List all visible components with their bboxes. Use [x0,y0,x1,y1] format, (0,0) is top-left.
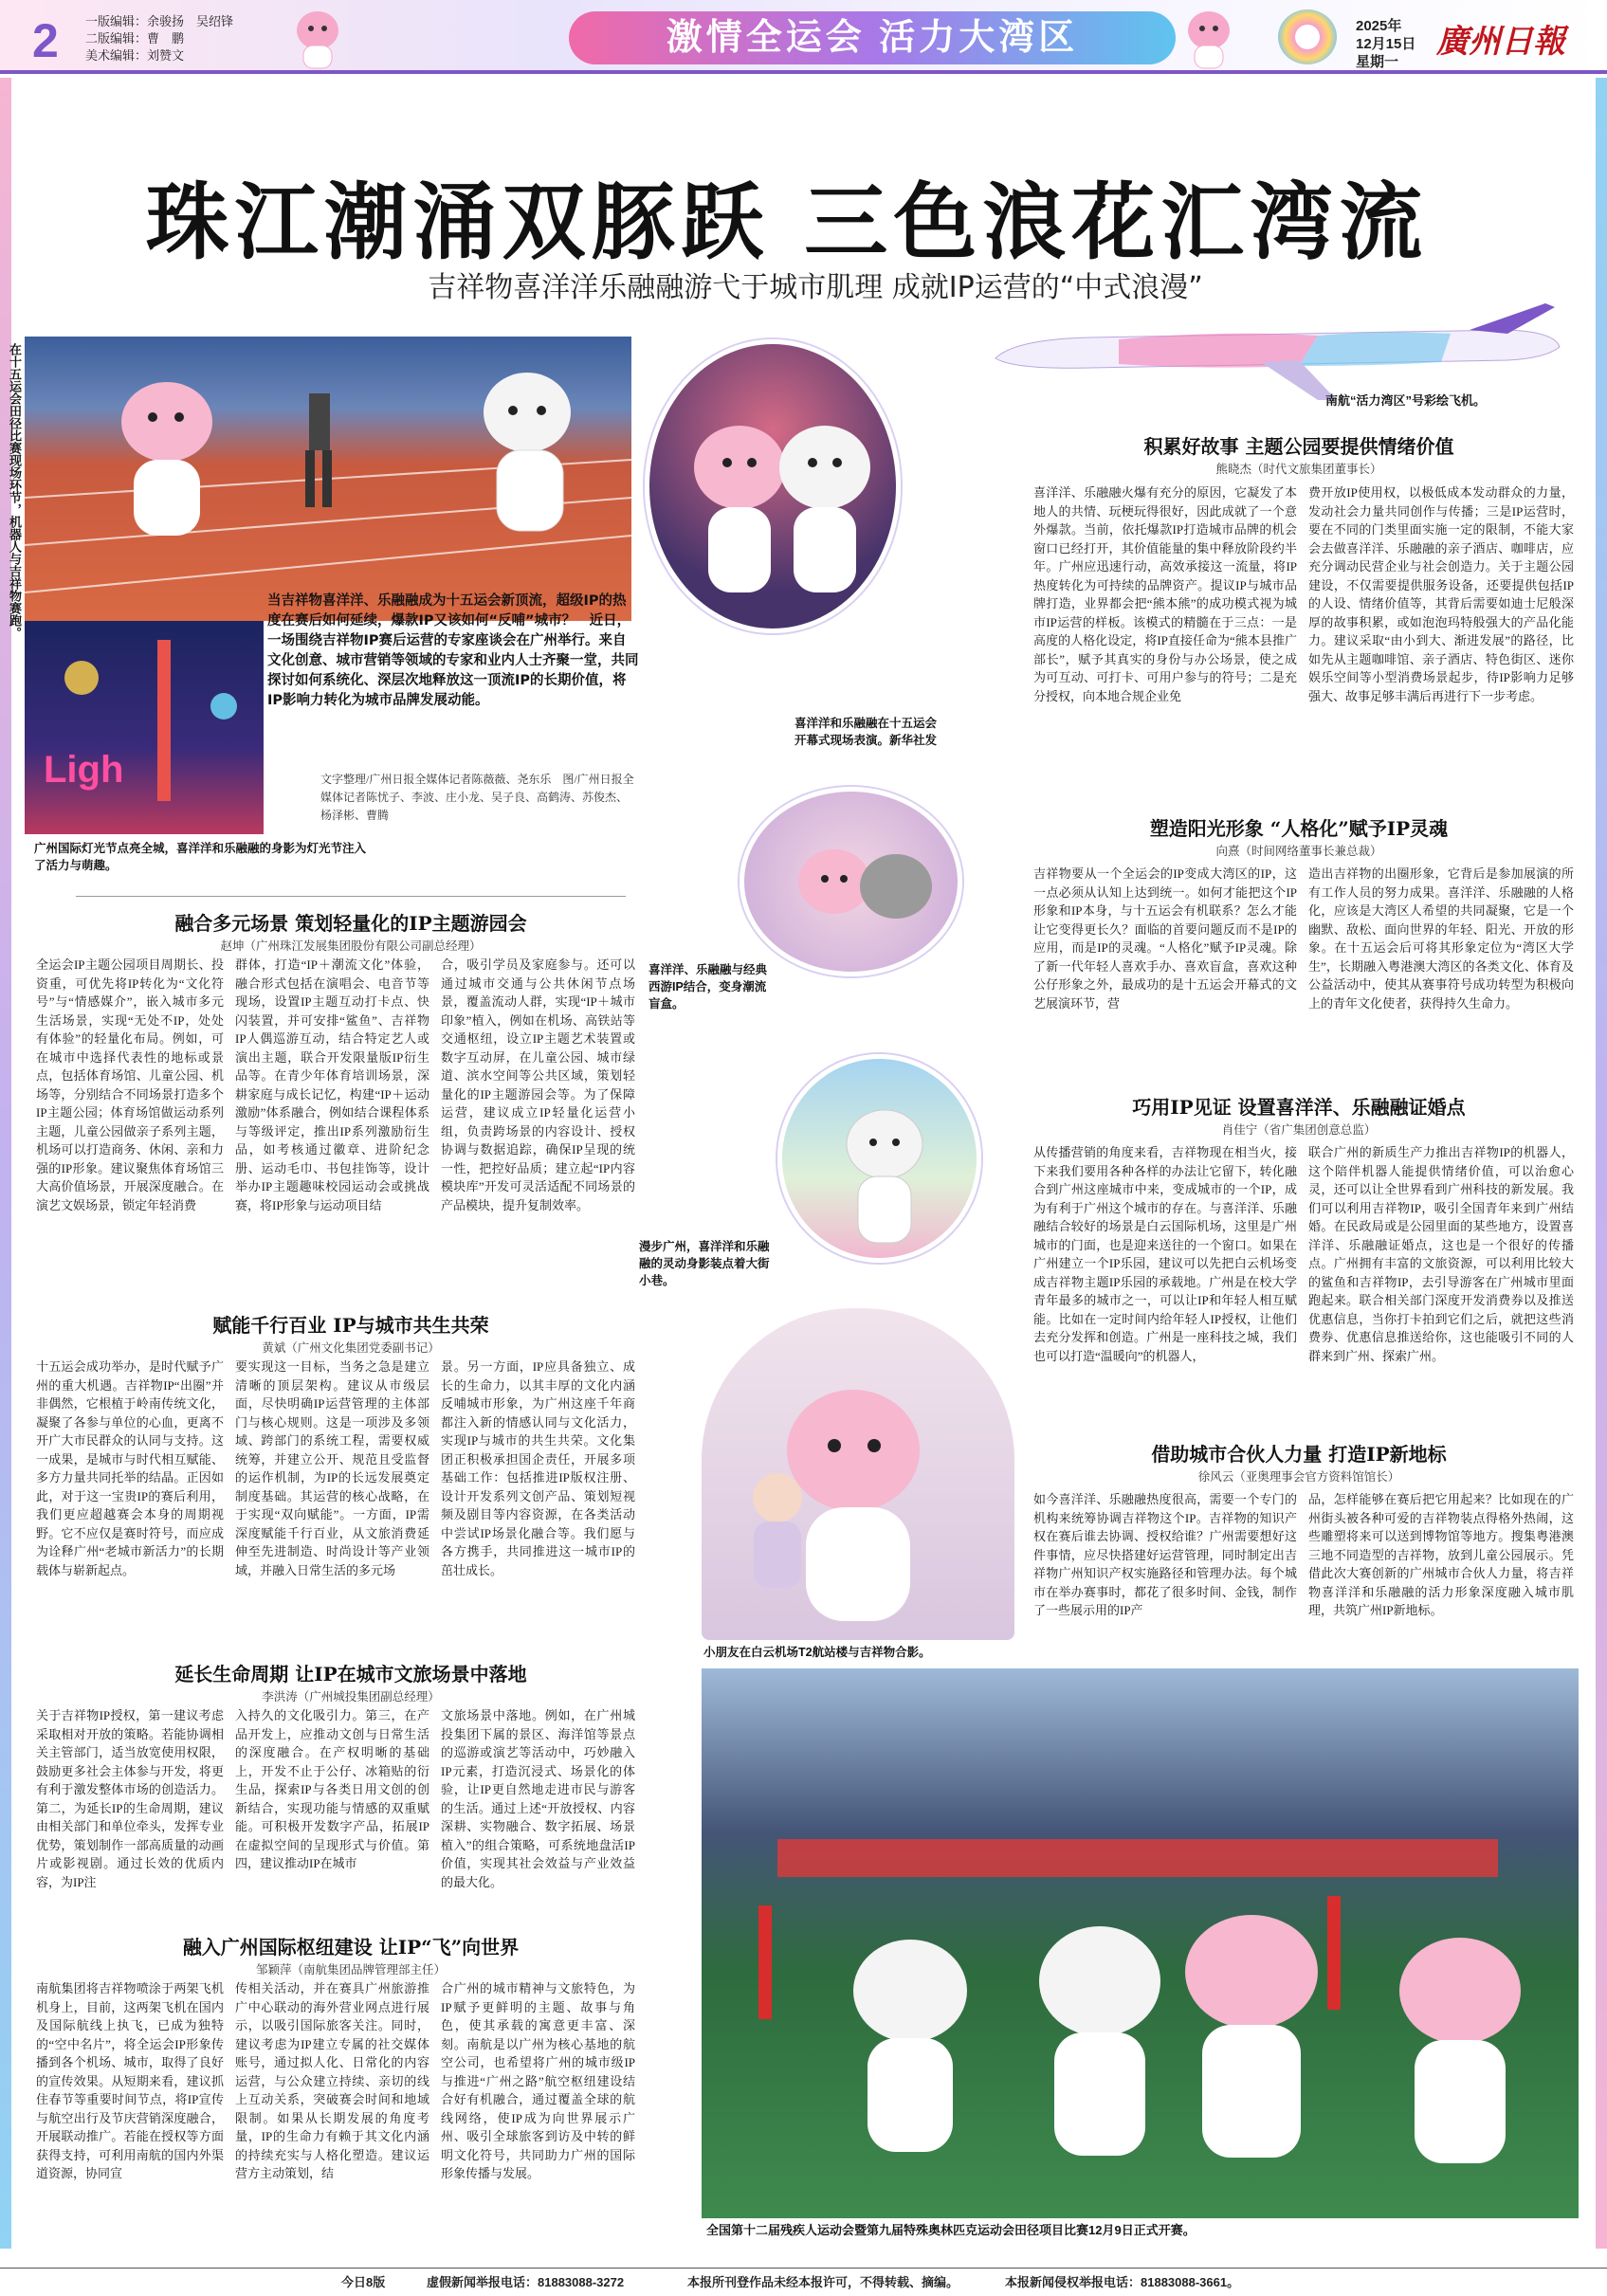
date-day: 12月15日 [1356,36,1416,52]
svg-text:Ligh: Ligh [44,749,124,791]
section-author: 黄斌（广州文化集团党委副书记） [262,1341,440,1355]
light-festival-photo [25,621,264,834]
sub-headline: 吉祥物喜洋洋乐融融游弋于城市肌理 成就IP运营的“中式浪漫” [428,271,1203,304]
section-column: 全运会IP主题公园项目周期长、投资重，可优先将IP转化为“文化符号”与“情感媒介”，嵌入城市多元生活场景，实现“无处不IP，处处有体验”的轻量化布局。例如，可在城市中选择代表性的地标或景点，包括体育场馆、儿童公园、机场等，分别结合不同场景打造多个IP主题公园；体育场馆做运动系列主题，儿童公园做亲子系列主题，机场可以打造商务、休闲、亲和力强的IP形象。建议聚焦体育场馆三大高价值场景，开展深度融合。在演艺文娱场景，锁定年轻消费 [36,957,224,1212]
street-mascot-illustration [782,1059,981,1263]
footer-hotline: 虚假新闻举报电话：81883088-3272 [427,2275,625,2289]
lead-paragraph: 当吉祥物喜洋洋、乐融融成为十五运会新顶流，超级IP的热度在赛后如何延续，爆款IP又该如何“反哺”城市？ 近日，一场围绕吉祥物IP赛后运营的专家座谈会在广州举行。来自文化创意、城市营销等领域的专家和业内人士齐聚一堂，共同探讨如何系统化、深层次地释放这一顶流IP的长期价值，将IP影响力转化为城市品牌发展动能。 [267,593,639,708]
section-title: 赋能千行百业 IP与城市共生共荣 [212,1314,489,1337]
plane-caption: 南航“活力湾区”号彩绘飞机。 [1325,393,1487,408]
games-emblem-icon [1278,9,1337,64]
stadium-mascots-illustration [702,1668,1579,2218]
page-header [0,0,1607,74]
section-column: 联合广州的新质生产力推出吉祥物IP的机器人，这个陪伴机器人能提供情绪价值，可以治愈心灵，还可以让全世界看到广州科技的新发展。我们可以利用吉祥物IP，吸引全国青年来到广州结婚。在民政局或是公园里面的某些地方，设置喜洋洋、乐融融证婚点，这也是一个很好的传播点。广州拥有丰富的文旅资源，可以利用比较大的鲨鱼和吉祥物IP，去引导游客在广州城市里面跑起来。联合相关部门深度开发消费券以及推送优惠信息，当你打卡拍到它们之后，就把这些消费券、优惠信息推送给你，这也能吸引不同的人群来到广州、探索广州。 [1308,1145,1574,1363]
mascot-runner-illustration [25,337,631,621]
section-column: 南航集团将吉祥物喷涂于两架飞机机身上，目前，这两架飞机在国内及国际航线上执飞，已成为独特的“空中名片”，将全运会IP形象传播到各个机场、城市，取得了良好的宣传效果。从短期来看，建议抓住春节等重要时间节点，将IP宣传与航空出行及节庆营销深度融合，开展联动推广。若能在授权等方面获得支持，可利用南航的国内外渠道资源，协同宣 [36,1981,224,2180]
date-weekday: 星期一 [1356,54,1399,70]
airport-photo [702,1308,1014,1640]
section-column: 如今喜洋洋、乐融融热度很高，需要一个专门的机构来统筹协调吉祥物这个IP。吉祥物的知识产权在赛后谁去协调、授权给谁？广州需要想好这件事情，应尽快搭建好运营管理，同时制定出吉祥物广州知识产权实施路径和管理办法。每个城市在举办赛事时，都花了很多时间、金钱，制作了一些展示用的IP产 [1033,1492,1297,1617]
section-author: 邹颖萍（南航集团品牌管理部主任） [255,1963,446,1977]
section-title: 借助城市合伙人力量 打造IP新地标 [1151,1443,1447,1466]
opening-ceremony-photo [645,339,901,633]
section-column: 喜洋洋、乐融融火爆有充分的原因，它凝发了本地人的共情、玩梗玩得很好，因此成就了一个意外爆款。当前，依托爆款IP打造城市品牌的机会窗口已经打开，其价值能量的集中释放阶段约半年。广州应迅速行动，高效承接这一流量，将IP热度转化为可持续的品牌资产。提议IP与城市品牌打造，业界都会把“熊本熊”的成功模式视为城市IP运营的样板。该模式的精髓在于三点：一是高度的人格化设定，将IP直接任命为“熊本县推广部长”，赋予其真实的身份与办公场景，使之成为可互动、可打卡、可用户参与的符号；二是充分授权，向本地合规企业免 [1033,485,1297,703]
section-column: 十五运会成功举办，是时代赋予广州的重大机遇。吉祥物IP“出圈”并非偶然，它根植于岭南传统文化，凝聚了各参与单位的心血，更离不开广大市民群众的认同与支持。这一成果，是城市与时代相互赋能、多方力量共同托举的结晶。正因如此，对于这一宝贵IP的赛后利用，我们更应超越赛会本身的周期视野。它不应仅是赛时符号，而应成为诠释广州“老城市新活力”的长期载体与崭新起点。 [36,1359,224,1577]
section-author: 向熹（时间网络董事长兼总裁） [1215,845,1382,858]
editor-line: 一版编辑：余骏扬 吴绍锋 [85,14,234,28]
section-author: 熊晓杰（时代文旅集团董事长） [1215,463,1382,476]
airport-mascot-illustration [702,1308,1014,1640]
mascot-pink-icon [275,2,360,72]
mascot-pink-icon [1166,2,1251,72]
section-column: 入持久的文化吸引力。第三，在产品开发上，应推动文创与日常生活的深度融合。在产权明晰的基础上，开发不止于公仔、冰箱贴的衍生品，探索IP与各类日用文创的创新结合，实现功能与情感的双重赋能。可积极开发数字产品，拓展IP在虚拟空间的呈现形式与价值。第四，建议推动IP在城市 [235,1708,429,1870]
street-caption: 漫步广州，喜洋洋和乐融融的灵动身影装点着大街小巷。 [639,1240,770,1287]
issue-date [1356,17,1415,71]
section-column: 文旅场景中落地。例如，在广州城投集团下属的景区、海洋馆等景点的巡游或演艺等活动中，巧妙融入IP元素，打造沉浸式、场景化的体验，让IP更自然地走进市民与游客的生活。通过上述“开放授权、内容深耕、实物融合、数字拓展、场景植入”的组合策略，可系统地盘活IP价值，实现其社会效益与产业效益的最大化。 [441,1708,635,1889]
section-title: 巧用IP见证 设置喜洋洋、乐融融证婚点 [1132,1096,1466,1119]
section-column: 造出吉祥物的出圈形象，它背后是参加展演的所有工作人员的努力成果。喜洋洋、乐融融的人格化，应该是大湾区人希望的共同凝聚，它是一个幽默、敌松、面向世界的年轻、阳光、开放的形象。在十五运会后可将其形象定位为“湾区大学生”，长期融入粤港澳大湾区的各类文化、体育及公益活动中，使其从赛事符号成功转型为积极向上的青年文化使者，获得持久生命力。 [1308,866,1574,1011]
editor-credits [85,13,233,64]
main-headline: 珠江潮涌双豚跃 三色浪花汇湾流 [145,173,1429,271]
section-author: 赵坤（广州珠江发展集团股份有限公司副总经理） [220,939,482,953]
section-author: 肖佳宁（省广集团创意总监） [1221,1123,1377,1137]
opening-caption: 喜洋洋和乐融融在十五运会开幕式现场表演。新华社发 [794,717,938,747]
section-column: 传相关活动，并在赛具广州旅游推广中心联动的海外营业网点进行展示，以吸引国际旅客关注。同时，建议考虑为IP建立专属的社交媒体账号，通过拟人化、日常化的内容运营，与公众建立持续、亲切的线上互动关系，突破赛会时间和地域限制。如果从长期发展的角度考量，IP的生命力有赖于其文化内涵的持续充实与人格化塑造。建议运营方主动策划，结 [235,1981,429,2180]
xiyou-caption: 喜洋洋、乐融融与经典西游IP结合，变身潮流盲盒。 [648,963,768,1011]
track-caption: 在十五运会田径比赛现场环节，机器人与吉祥物赛跑。 [8,343,22,639]
section-title: 延长生命周期 让IP在城市文旅场景中落地 [174,1663,527,1686]
date-year: 2025年 [1356,18,1402,34]
section-column: 费开放IP使用权，以极低成本发动群众的力量，发动社会力量共同创作与传播；三是IP运营时，要在不同的门类里面实施一定的限制，不能大家会去做喜洋洋、乐融融的亲子酒店、咖啡店，应充分调动民营企业与社会创造力。关于主题公园建设，不仅需要提供服务设备，还要提供包括IP的人设、情绪价值等，其背后需要如迪士尼般深厚的故事积累，或如泡泡玛特般强大的产品化能力。建议采取“由小到大、渐进发展”的路径，比如先从主题咖啡馆、亲子酒店、特色街区、迷你娱乐空间等小型消费场景起步，待IP影响力足够强大、故事足够丰满后再进行下一步考虑。 [1308,485,1574,703]
airport-caption: 小朋友在白云机场T2航站楼与吉祥物合影。 [703,1646,931,1659]
section-title: 融合多元场景 策划轻量化的IP主题游园会 [174,912,527,935]
editor-line: 美术编辑：刘赞文 [85,48,185,63]
lights-caption: 广州国际灯光节点亮全城，喜洋洋和乐融融的身影为灯光节注入了活力与萌趣。 [34,842,367,872]
stadium-photo [702,1668,1579,2218]
section-banner: 激情全运会 活力大湾区 [569,11,1176,64]
masthead-logo: 廣州日報 [1436,25,1565,60]
section-column: 群体，打造“IP＋潮流文化”体验，融合形式包括在演唱会、电音节等现场，设置IP主题互动打卡点、快闪装置，并可安排“鲨鱼”、吉祥物IP人偶巡游互动，结合特定艺人或演出主题，联合开发限量版IP衍生品等。在青少年体育培训场景，深耕家庭与成长记忆，构建“IP＋运动激励”体系融合，例如结合课程体系与等级评定，推出IP系列激励衍生品，如考核通过徽章、进阶纪念册、运动毛巾、书包挂饰等，设计举办IP主题趣味校园运动会或挑战赛，将IP形象与运动项目结 [235,957,429,1212]
section-column: 合广州的城市精神与文旅特色，为IP赋予更鲜明的主题、故事与角色，使其承载的寓意更丰富、深刻。南航是以广州为核心基地的航空公司，也希望将广州的城市级IP与推进“广州之路”航空枢纽建设结合好有机融合，通过覆盖全球的航线网络，使IP成为向世界展示广州、吸引全球旅客到访及中转的鲜明文化符号，共同助力广州的国际形象传播与发展。 [441,1981,635,2180]
editor-line: 二版编辑：曹 鹏 [85,31,185,46]
section-title: 积累好故事 主题公园要提供情绪价值 [1143,435,1454,458]
track-photo [25,337,631,621]
section-column: 合，吸引学员及家庭参与。还可以通过城市交通与公共休闲节点场景，覆盖流动人群，实现“IP＋城市印象”植入，例如在机场、高铁站等交通枢纽，设立IP主题艺术装置或数字互动屏，在儿童公园、城市绿道、滨水空间等公共区域，策划轻量化的IP主题游园会等。为了保障运营，建议成立IP轻量化运营小组，负责跨场景的内容设计、授权协调与数据追踪，确保IP呈现的统一性，把控好品质；建立起“IP内容模块库”开发可灵活适配不同场景的产品模块，提升复制效率。 [441,957,635,1212]
section-title: 塑造阳光形象 “人格化”赋予IP灵魂 [1149,817,1449,840]
footer-pages: 今日8版 [341,2275,386,2289]
page-footer [0,2268,1607,2296]
section-column: 吉祥物要从一个全运会的IP变成大湾区的IP，这一点必须从认知上达到统一。如何才能把这个IP形象和IP本身，与十五运会有机联系？怎么才能让它变得更长久？面临的首要问题反而不是IP的应用，而是IP的灵魂。“人格化”赋予IP灵魂。除了新一代年轻人喜欢手办、喜欢盲盒，喜欢这种公仔形象之外，最成功的是十五运会开幕式的文艺展演环节，营 [1033,866,1297,1011]
mascots-illustration [649,344,901,633]
section-column: 从传播营销的角度来看，吉祥物现在相当火，接下来我们要用各种各样的办法让它留下，转化融合到广州这座城市中来，变成城市的一个IP，成为有利于广州这个城市的存在。与喜洋洋、乐融融结合较好的场景是白云国际机场，这里是广州城市的门面，也是迎来送往的一个窗口。如果在广州建立一个IP乐园，建议可以先把白云机场变成吉祥物主题IP乐园的承载地。广州是在校大学青年最多的城市之一，可以让IP和年轻人相互赋能。比如在一定时间内给年轻人IP授权，让他们去充分发挥和创造。广州是一座科技之城，我们也可以打造“温暖向”的机器人， [1033,1145,1297,1363]
section-column: 景。另一方面，IP应具备独立、成长的生命力，以其丰厚的文化内涵反哺城市形象，为广州这座千年商都注入新的情感认同与文化活力，实现IP与城市的共生共荣。文化集团正积极承担国企责任，开展多项基础工作：包括推进IP版权注册、设计开发系列文创产品、策划短视频及剧目等内容资源，在各类活动中尝试IP场景化融合等。我们愿与各方携手，共同推进这一城市IP的茁壮成长。 [441,1359,635,1577]
footer-notice: 本报所刊登作品未经本报许可，不得转载、摘编。 [687,2275,959,2289]
section-column: 要实现这一目标，当务之急是建立清晰的顶层架构。建议从市级层面，尽快明确IP运营管理的主体部门与核心规则。这是一项涉及多领域、跨部门的系统工程，需要权威统筹，并建立公开、规范且受监督的运作机制，为IP的长远发展奠定制度基础。其运营的核心战略，在于实现“双向赋能”。一方面，IP需深度赋能千行百业，从文旅消费延伸至先进制造、时尚设计等产业领域，并融入日常生活的多元场 [235,1359,429,1577]
section-author: 徐风云（亚奥理事会官方资料馆馆长） [1197,1470,1400,1484]
street-photo [777,1054,981,1263]
stadium-caption: 全国第十二届残疾人运动会暨第九届特殊奥林匹克运动会田径项目比赛12月9日正式开赛。 [706,2223,1196,2237]
blindbox-illustration [744,792,962,976]
lightshow-illustration [25,621,264,834]
footer-rights: 本报新闻侵权举报电话：81883088-3661。 [1005,2275,1240,2289]
section-column: 关于吉祥物IP授权，第一建议考虑采取相对开放的策略。若能协调相关主管部门，适当放宽使用权限，鼓励更多社会主体参与开发，将更有利于激发整体市场的创造活力。第二，为延长IP的生命周期，建议由相关部门和单位牵头，发挥专业优势，策划制作一部高质量的动画片或影视剧。通过长效的优质内容，为IP注 [36,1708,224,1889]
section-column: 品，怎样能够在赛后把它用起来？比如现在的广州街头被各种可爱的吉祥物装点得格外热闹，这些雕塑将来可以送到博物馆等地方。搜集粤港澳三地不同造型的吉祥物，放到儿童公园展示。凭借此次大赛创新的广州城市合伙人力量，将吉祥物喜洋洋和乐融融的活力形象深度融入城市肌理，共筑广州IP新地标。 [1308,1492,1574,1617]
byline-credits: 文字整理/广州日报全媒体记者陈薇薇、尧东乐 图/广州日报全媒体记者陈忧子、李波、庄小龙、吴子良、高鹤涛、苏俊杰、杨泽彬、曹腾 [320,773,634,822]
section-author: 李洪涛（广州城投集团副总经理） [262,1690,440,1704]
divider [76,896,626,897]
section-title: 融入广州国际枢纽建设 让IP“飞”向世界 [182,1936,520,1959]
decor-strip-right [1596,78,1607,2249]
page-number: 2 [32,14,59,67]
airplane-photo [977,301,1574,406]
blindbox-photo [740,787,962,976]
